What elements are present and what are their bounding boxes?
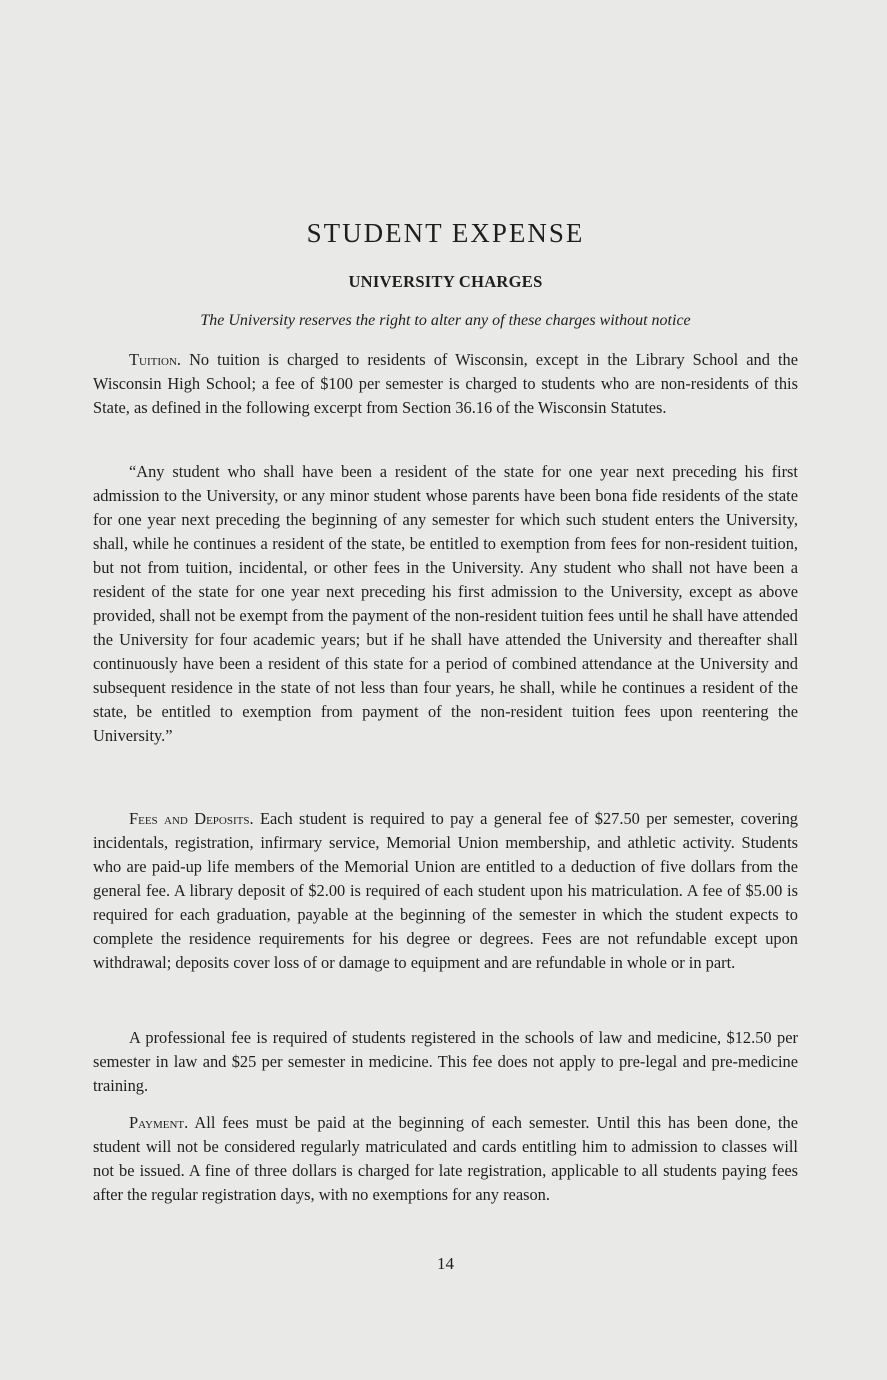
- payment-paragraph: [93, 1111, 798, 1207]
- notice-text: The University reserves the right to alter any of these charges without notice: [200, 312, 691, 329]
- page-number: 14: [437, 1254, 454, 1273]
- page-title: STUDENT EXPENSE: [306, 218, 585, 248]
- tuition-paragraph: [93, 348, 798, 420]
- payment-lead: Payment.: [129, 1113, 189, 1132]
- tuition-lead: Tuition.: [129, 350, 181, 369]
- fees-lead: Fees and Deposits.: [129, 809, 254, 828]
- document-page: [93, 0, 798, 1380]
- fees-text: Each student is required to pay a general fee of $27.50 per semester, covering incidentals, registration, infirmary service, Memorial Union membership, and athletic activity. Students who are paid-up life members of the Memorial Union are entitled to a deduction of five dollars from the general fee. A library deposit of $2.00 is required of each student upon his matriculation. A fee of $5.00 is required for each graduation, payable at the beginning of the semester in which the student expects to complete the residence requirements for his degree or degrees. Fees are not refundable except upon withdrawal; deposits cover loss of or damage to equipment and are refundable in whole or in part.: [93, 809, 798, 972]
- statute-quote: “Any student who shall have been a resident of the state for one year next preceding his first admission to the University, or any minor student whose parents have been bona fide residents of the state for one year next preceding the beginning of any semester for which such student enters the University, shall, while he continues a resident of the state, be entitled to exemption from fees for non-resident tuition, but not from tuition, incidental, or other fees in the University. Any student who shall not have been a resident of the state for one year next preceding his first admission to the University, except as above provided, shall not be exempt from the payment of the non-resident tuition fees until he shall have attended the University for four academic years; but if he shall have attended the University and thereafter shall continuously have been a resident of this state for a period of combined attendance at the University and subsequent residence in the state of not less than four years, he shall, while he continues a resident of the state, be entitled to exemption from payment of the non-resident tuition fees upon reentering the University.”: [93, 462, 798, 745]
- section-heading: UNIVERSITY CHARGES: [348, 272, 543, 291]
- tuition-text: No tuition is charged to residents of Wisconsin, except in the Library School and the Wisconsin High School; a fee of $100 per semester is charged to students who are non-residents of this State, as defined in the following excerpt from Section 36.16 of the Wisconsin Statutes.: [93, 350, 799, 417]
- payment-text: All fees must be paid at the beginning of each semester. Until this has been done, the student will not be considered regularly matriculated and cards entitling him to admission to classes will not be issued. A fine of three dollars is charged for late registration, applicable to all students paying fees after the regular registration days, with no exemptions for any reason.: [93, 1113, 798, 1204]
- fees-paragraph: [93, 807, 798, 975]
- professional-fee-paragraph: A professional fee is required of students registered in the schools of law and medicine, $12.50 per semester in law and $25 per semester in medicine. This fee does not apply to pre-legal and pre-medicine training.: [93, 1028, 798, 1095]
